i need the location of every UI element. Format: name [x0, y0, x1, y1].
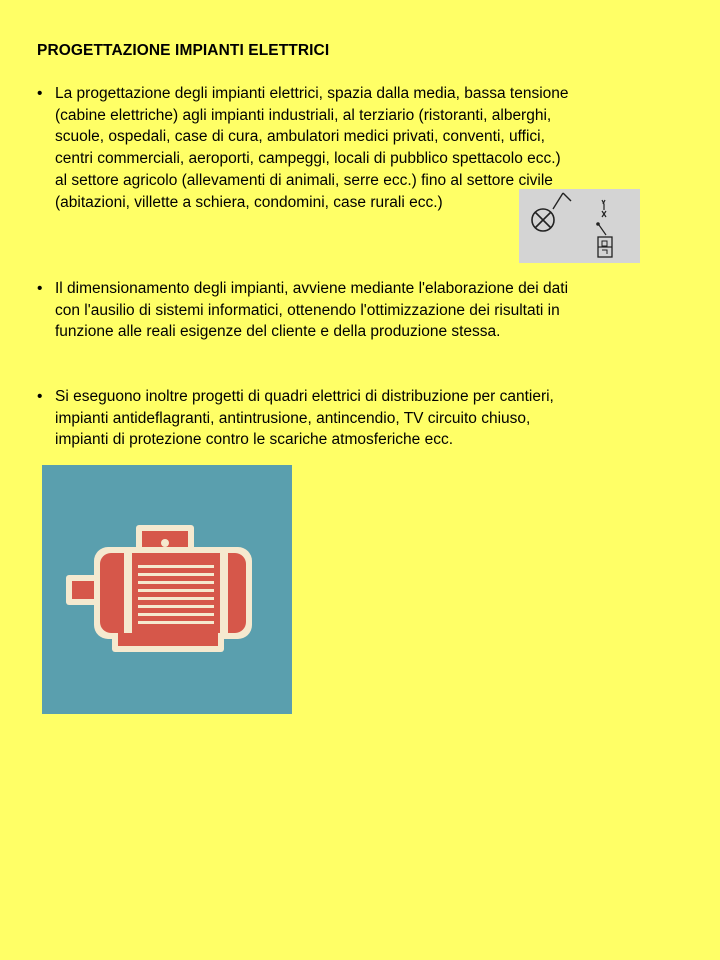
bullet-line: (abitazioni, villette a schiera, condomini, case rurali ecc.) [55, 193, 443, 211]
page-title: PROGETTAZIONE IMPIANTI ELETTRICI [37, 42, 330, 59]
bullet-line: con l'ausilio di sistemi informatici, ottenendo l'ottimizzazione dei risultati in [55, 301, 560, 319]
bullet-text [55, 278, 667, 343]
bullet-line: centri commerciali, aeroporti, campeggi, locali di pubblico spettacolo ecc.) [55, 150, 561, 168]
lamp-switch-schematic-icon [519, 189, 640, 263]
bullet-line: Si eseguono inoltre progetti di quadri elettrici di distribuzione per cantieri, [55, 388, 554, 405]
bullet-marker: • [37, 85, 43, 102]
bullet-line: (cabine elettriche) agli impianti industriali, al terziario (ristoranti, alberghi, [55, 106, 552, 124]
bullet-line: La progettazione degli impianti elettrici, spazia dalla media, bassa tensione [55, 85, 569, 102]
bullet-line: scuole, ospedali, case di cura, ambulatori medici privati, conventi, uffici, [55, 128, 545, 146]
motor-svg [42, 465, 292, 714]
bullet-item-projects [37, 386, 667, 451]
bullet-line: Il dimensionamento degli impianti, avviene mediante l'elaborazione dei dati [55, 280, 569, 297]
electric-motor-icon [42, 465, 292, 714]
schematic-svg [519, 189, 640, 263]
bullet-line: al settore agricolo (allevamenti di animali, serre ecc.) fino al settore civile [55, 171, 553, 189]
bullet-marker: • [37, 388, 43, 405]
bullet-marker: • [37, 280, 43, 297]
bullet-line: impianti antideflagranti, antintrusione, antincendio, TV circuito chiuso, [55, 409, 531, 427]
bullet-item-sizing [37, 278, 667, 343]
bullet-text [55, 386, 667, 451]
bullet-line: funzione alle reali esigenze del cliente e della produzione stessa. [55, 323, 501, 341]
bullet-line: impianti di protezione contro le scariche atmosferiche ecc. [55, 431, 454, 449]
